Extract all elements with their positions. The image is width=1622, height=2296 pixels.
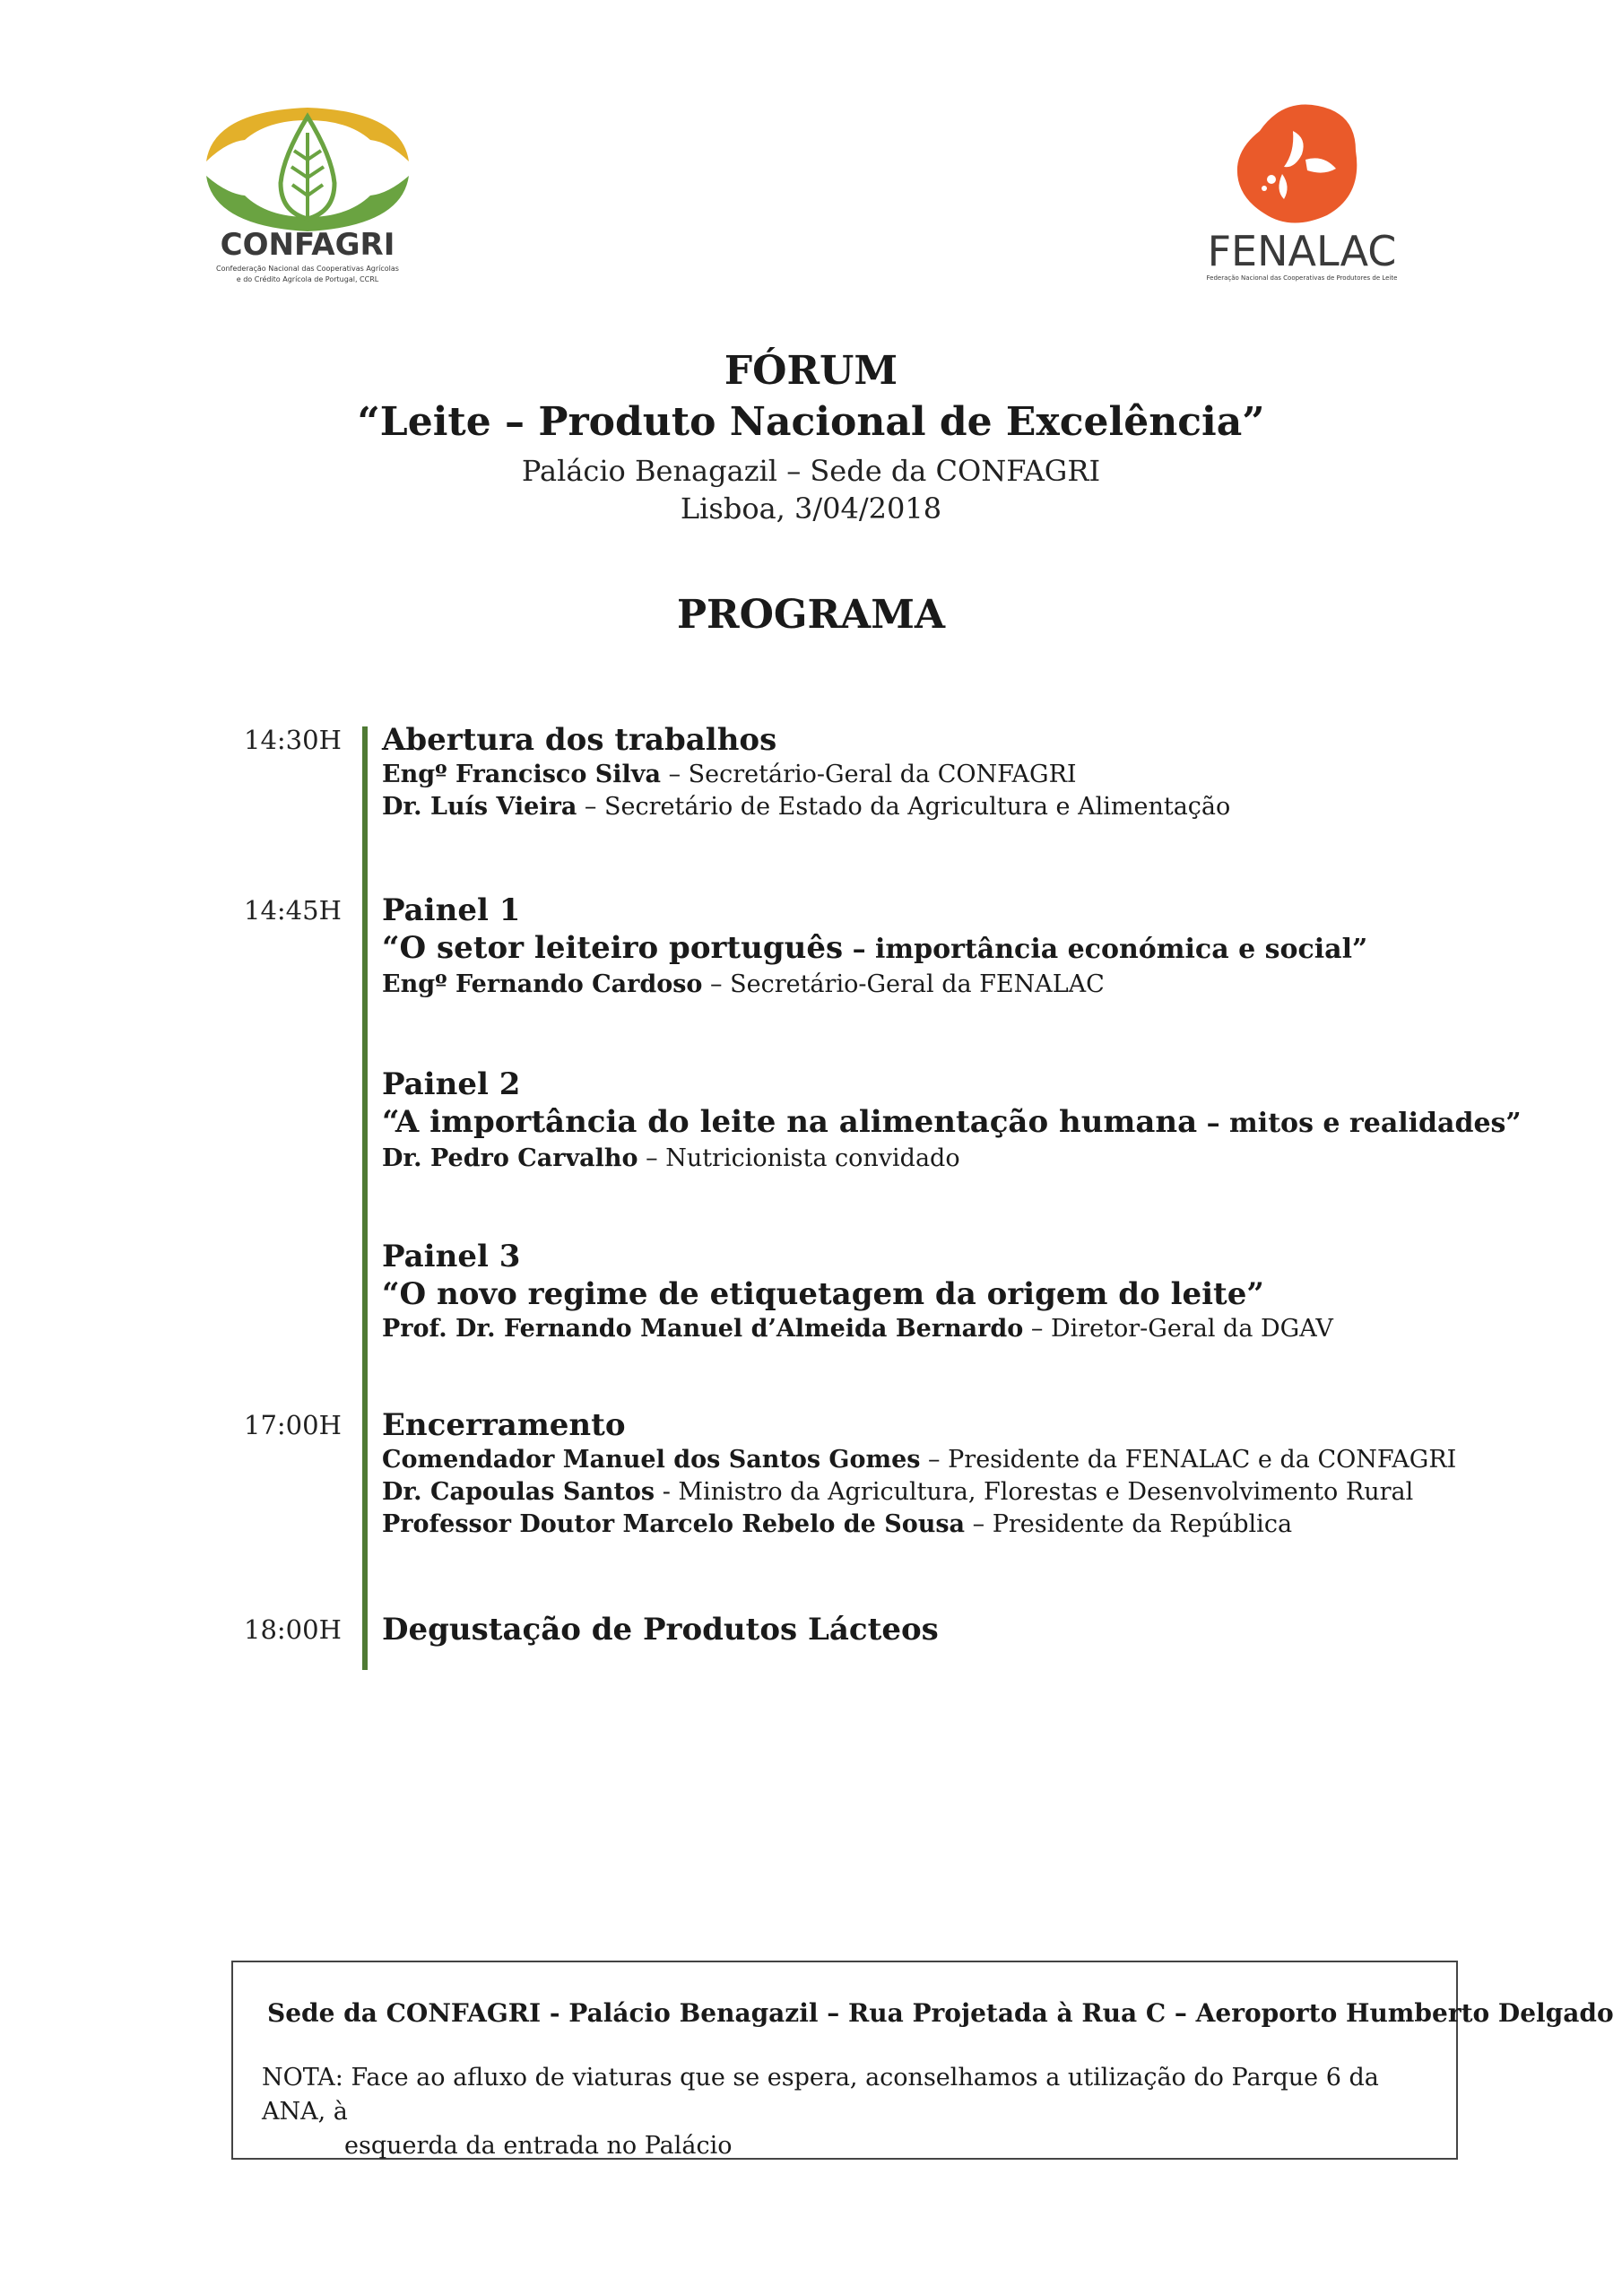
session-title: Painel 1 <box>382 892 521 928</box>
session-title: Abertura dos trabalhos <box>382 722 777 758</box>
panel-topic: “O novo regime de etiquetagem da origem do leite” <box>382 1276 1264 1312</box>
session-title: Encerramento <box>382 1407 626 1443</box>
speaker-line: Dr. Pedro Carvalho – Nutricionista convidado <box>382 1144 960 1172</box>
confagri-logo-text: CONFAGRI <box>220 227 395 263</box>
timeline-divider <box>362 726 368 1670</box>
speaker-line: Engº Fernando Cardoso – Secretário-Geral da FENALAC <box>382 970 1105 998</box>
speaker-line: Professor Doutor Marcelo Rebelo de Sousa – Presidente da República <box>382 1510 1293 1538</box>
svg-text:Confederação Nacional das Coop: Confederação Nacional das Cooperativas Agrícolas <box>216 265 399 273</box>
session-closing <box>382 1406 1530 1541</box>
forum-label: FÓRUM <box>724 348 898 394</box>
program-heading: PROGRAMA <box>676 592 946 638</box>
venue: Palácio Benagazil – Sede da CONFAGRI <box>521 454 1101 488</box>
page-title: “Leite – Produto Nacional de Excelência” <box>357 399 1265 445</box>
session-opening <box>382 721 1530 823</box>
parking-note: NOTA: Face ao afluxo de viaturas que se espera, aconselhamos a utilização do Parque 6 da ANA, à esquerda da entrada no Palácio <box>262 2064 1379 2160</box>
session-panel-1 <box>382 891 1530 1001</box>
speaker-line: Dr. Capoulas Santos - Ministro da Agricultura, Florestas e Desenvolvimento Rural <box>382 1478 1414 1506</box>
speaker-line: Engº Francisco Silva – Secretário-Geral da CONFAGRI <box>382 761 1077 788</box>
fenalac-logo <box>1201 97 1403 285</box>
svg-text:e do Crédito Agrícola de Portu: e do Crédito Agrícola de Portugal, CCRL <box>236 275 379 283</box>
speaker-line: Dr. Luís Vieira – Secretário de Estado da Agricultura e Alimentação <box>382 793 1231 821</box>
event-date: Lisboa, 3/04/2018 <box>680 491 942 526</box>
panel-topic: “O setor leiteiro português – importância económica e social” <box>382 930 1368 966</box>
time-1430: 14:30H <box>244 725 342 755</box>
session-panel-3 <box>382 1238 1530 1345</box>
session-title: Painel 2 <box>382 1066 521 1102</box>
session-title: Degustação de Produtos Lácteos <box>382 1612 939 1648</box>
speaker-line: Comendador Manuel dos Santos Gomes – Presidente da FENALAC e da CONFAGRI <box>382 1446 1457 1474</box>
fenalac-logo-text: FENALAC <box>1207 227 1397 275</box>
session-title: Painel 3 <box>382 1239 521 1274</box>
svg-text:Federação Nacional das Coopera: Federação Nacional das Cooperativas de Produtores de Leite <box>1206 274 1398 282</box>
time-1445: 14:45H <box>244 895 342 926</box>
session-panel-2 <box>382 1065 1530 1175</box>
session-tasting <box>382 1611 1530 1648</box>
time-1700: 17:00H <box>244 1410 342 1440</box>
venue-address: Sede da CONFAGRI - Palácio Benagazil – Rua Projetada à Rua C – Aeroporto Humberto Delgado <box>267 1998 1614 2028</box>
panel-topic: “A importância do leite na alimentação humana – mitos e realidades” <box>382 1104 1522 1140</box>
time-1800: 18:00H <box>244 1614 342 1645</box>
speaker-line: Prof. Dr. Fernando Manuel d’Almeida Bernardo – Diretor-Geral da DGAV <box>382 1315 1333 1343</box>
confagri-logo <box>204 100 411 293</box>
